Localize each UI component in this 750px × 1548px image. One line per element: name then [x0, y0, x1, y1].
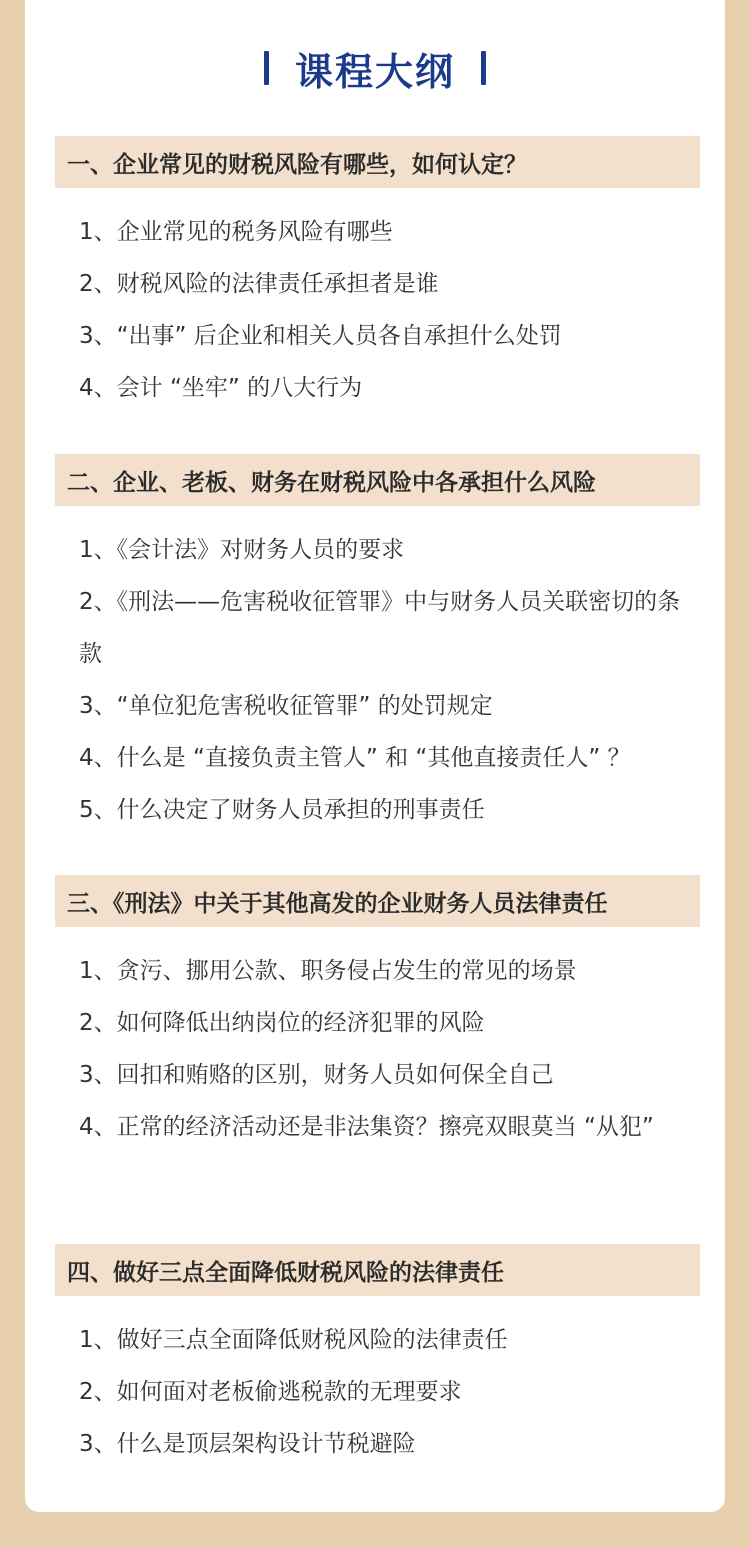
list-item: 3、回扣和贿赂的区别，财务人员如何保全自己 [79, 1062, 554, 1088]
section-heading: 一、企业常见的财税风险有哪些，如何认定？ [55, 136, 700, 188]
list-item: 4、什么是 “直接负责主管人” 和 “其他直接责任人” ？ [79, 745, 631, 771]
section-3 [55, 875, 700, 1153]
title-bar-right [481, 51, 486, 85]
list-item: 3、“单位犯危害税收征管罪” 的处罚规定 [79, 693, 493, 719]
section-items [55, 206, 700, 414]
section-2 [55, 454, 700, 836]
section-4 [55, 1244, 700, 1470]
list-item: 1、贪污、挪用公款、职务侵占发生的常见的场景 [79, 958, 577, 984]
list-item: 4、会计 “坐牢” 的八大行为 [79, 375, 363, 401]
title-row [25, 38, 725, 98]
list-item: 2、财税风险的法律责任承担者是谁 [79, 271, 439, 297]
section-heading: 三、《刑法》中关于其他高发的企业财务人员法律责任 [55, 875, 700, 927]
list-item: 1、企业常见的税务风险有哪些 [79, 219, 393, 245]
list-item: 2、《刑法——危害税收征管罪》中与财务人员关联密切的条款 [79, 589, 681, 667]
list-item: 5、什么决定了财务人员承担的刑事责任 [79, 797, 485, 823]
outline-card [25, 0, 725, 1512]
list-item: 1、《会计法》对财务人员的要求 [79, 537, 405, 563]
list-item: 4、正常的经济活动还是非法集资？擦亮双眼莫当 “从犯” [79, 1114, 654, 1140]
list-item: 1、做好三点全面降低财税风险的法律责任 [79, 1327, 508, 1353]
section-items [55, 524, 700, 836]
list-item: 3、什么是顶层架构设计节税避险 [79, 1431, 416, 1457]
page-title: 课程大纲 [294, 49, 455, 94]
section-1 [55, 136, 700, 414]
list-item: 2、如何降低出纳岗位的经济犯罪的风险 [79, 1010, 485, 1036]
section-heading: 四、做好三点全面降低财税风险的法律责任 [55, 1244, 700, 1296]
list-item: 2、如何面对老板偷逃税款的无理要求 [79, 1379, 462, 1405]
section-heading: 二、企业、老板、财务在财税风险中各承担什么风险 [55, 454, 700, 506]
section-items [55, 1314, 700, 1470]
list-item: 3、“出事” 后企业和相关人员各自承担什么处罚 [79, 323, 562, 349]
section-items [55, 945, 700, 1153]
title-bar-left [264, 51, 269, 85]
